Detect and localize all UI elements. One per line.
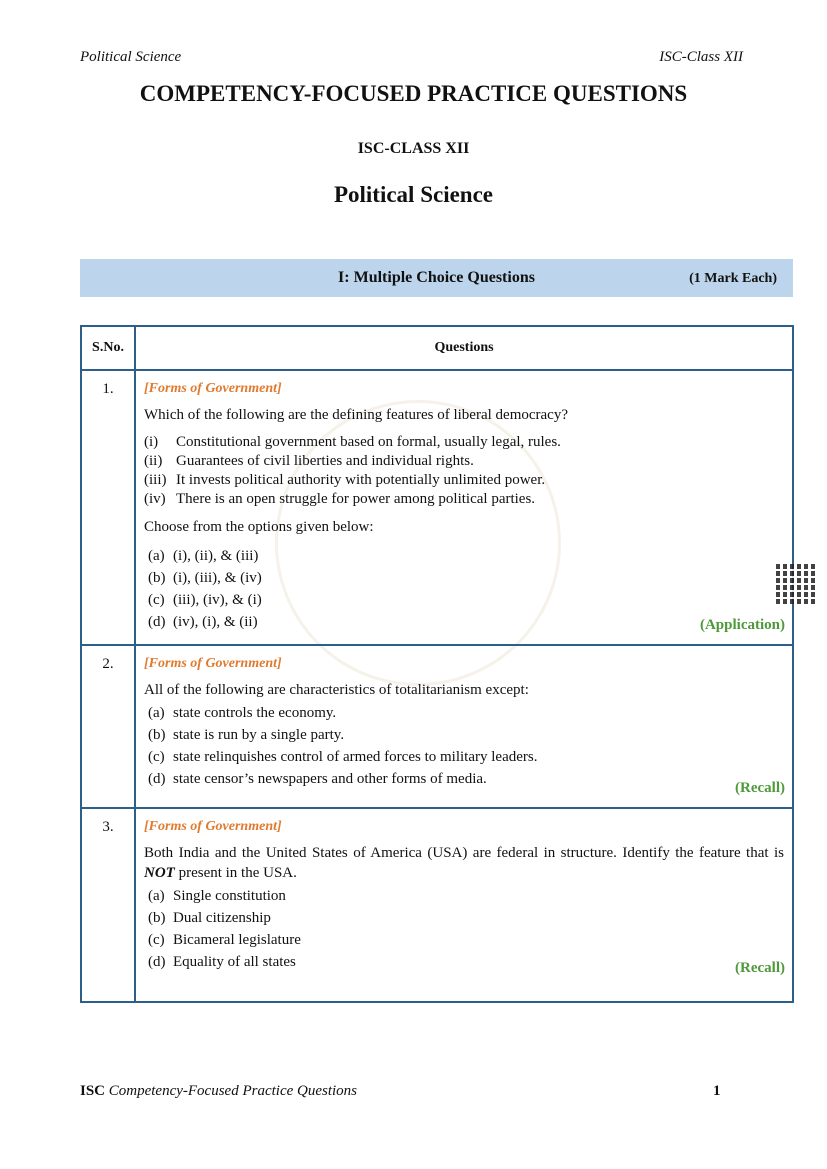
section-banner — [80, 259, 793, 297]
question-cell — [135, 808, 793, 1002]
table-row — [81, 808, 793, 1002]
option: (b) (i), (iii), & (iv) — [148, 570, 262, 586]
question-topic: [Forms of Government] — [144, 819, 282, 834]
questions-table — [80, 325, 794, 1003]
running-header-class: ISC-Class XII — [659, 49, 743, 65]
footer-text: ISC Competency-Focused Practice Questions — [80, 1083, 358, 1099]
col-sno: S.No. — [81, 326, 135, 370]
option: (a) Single constitution — [148, 888, 286, 904]
option: (d) Equality of all states — [148, 954, 296, 970]
option: (a) state controls the economy. — [148, 705, 337, 721]
option: (b) Dual citizenship — [148, 910, 271, 926]
col-questions: Questions — [135, 326, 793, 370]
page-number: 1 — [713, 1083, 721, 1099]
qr-code-icon[interactable] — [776, 564, 816, 604]
table-header-row — [81, 326, 793, 370]
subject-title: Political Science — [333, 182, 494, 207]
question-topic: [Forms of Government] — [144, 656, 282, 671]
option: (c) Bicameral legislature — [148, 932, 301, 948]
class-label: ISC-CLASS XII — [357, 140, 470, 157]
option: (c) state relinquishes control of armed forces to military leaders. — [148, 749, 538, 765]
section-marks: (1 Mark Each) — [689, 271, 777, 286]
question-stem: All of the following are characteristics of totalitarianism except: — [144, 682, 529, 698]
question-stem: Which of the following are the defining features of liberal democracy? — [144, 407, 568, 423]
question-cell — [135, 370, 793, 645]
option: (c) (iii), (iv), & (i) — [148, 592, 262, 608]
table-row — [81, 645, 793, 808]
statement: (ii) Guarantees of civil liberties and individual rights. — [144, 453, 474, 469]
running-header-subject: Political Science — [80, 49, 182, 65]
question-number: 1. — [81, 370, 135, 645]
option: (a) (i), (ii), & (iii) — [148, 548, 259, 564]
question-number: 3. — [81, 808, 135, 1002]
section-title: I: Multiple Choice Questions — [338, 269, 535, 286]
option: (d) (iv), (i), & (ii) — [148, 614, 258, 630]
question-topic: [Forms of Government] — [144, 381, 282, 396]
document-title: COMPETENCY-FOCUSED PRACTICE QUESTIONS — [139, 81, 688, 106]
option: (b) state is run by a single party. — [148, 727, 345, 743]
question-stem: Both India and the United States of America (USA) are federal in structure. Identify the feature that is NOT present in the USA. — [144, 845, 784, 881]
question-instruction: Choose from the options given below: — [144, 519, 374, 535]
table-row — [81, 370, 793, 645]
cognitive-level-tag: (Recall) — [735, 960, 785, 976]
option: (d) state censor’s newspapers and other forms of media. — [148, 771, 487, 787]
cognitive-level-tag: (Application) — [699, 617, 785, 633]
question-number: 2. — [81, 645, 135, 808]
question-cell — [135, 645, 793, 808]
statement: (iv) There is an open struggle for power among political parties. — [144, 491, 536, 507]
cognitive-level-tag: (Recall) — [735, 780, 785, 796]
statement: (i) Constitutional government based on formal, usually legal, rules. — [144, 434, 561, 450]
statement: (iii) It invests political authority with potentially unlimited power. — [144, 472, 546, 488]
